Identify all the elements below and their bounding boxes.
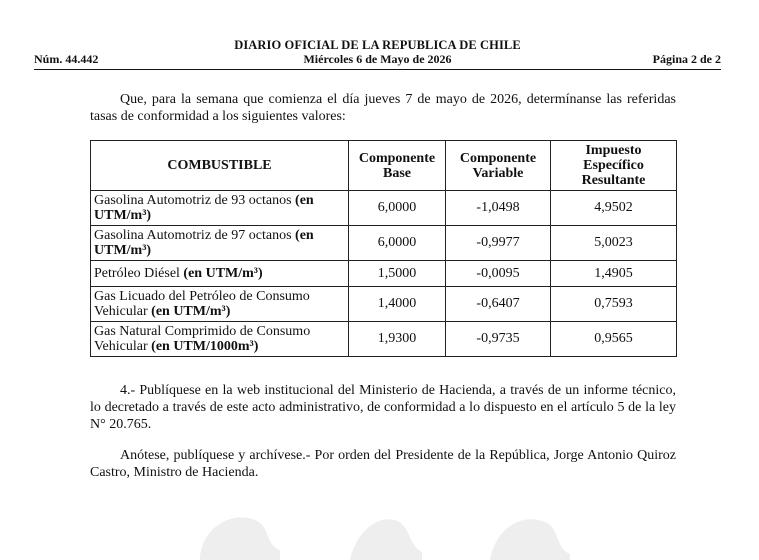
fuel-name: Gasolina Automotriz de 93 octanos	[94, 192, 292, 208]
table-row	[91, 322, 677, 357]
fuel-cell	[91, 226, 349, 261]
closing-paragraph: Anótese, publíquese y archívese.- Por orden del Presidente de la República, Jorge Antonio Quiroz Castro, Ministro de Hacienda.	[90, 448, 676, 480]
fuel-name: Petróleo Diésel	[94, 265, 180, 281]
table-row	[91, 261, 677, 287]
variable-value: -0,6407	[446, 287, 551, 322]
base-value: 6,0000	[349, 226, 446, 261]
intro-paragraph: Que, para la semana que comienza el día jueves 7 de mayo de 2026, determínanse las referidas tasas de conformidad a los siguientes valores:	[90, 92, 676, 124]
fuel-cell	[91, 322, 349, 357]
base-value: 6,0000	[349, 191, 446, 226]
fuel-unit: (en UTM/m³)	[151, 304, 231, 319]
coat-of-arms-watermark	[160, 500, 600, 560]
issue-number: Núm. 44.442	[34, 52, 99, 66]
page-number: Página 2 de 2	[652, 52, 721, 66]
header-impuesto-resultante: Impuesto Específico Resultante	[551, 141, 677, 191]
fuel-name: Gasolina Automotriz de 97 octanos	[94, 227, 292, 243]
header-combustible: COMBUSTIBLE	[91, 141, 349, 191]
result-value: 0,9565	[551, 322, 677, 357]
result-value: 1,4905	[551, 261, 677, 287]
fuel-unit: (en UTM/1000m³)	[151, 339, 259, 354]
variable-value: -0,9735	[446, 322, 551, 357]
header-componente-variable: Componente Variable	[446, 141, 551, 191]
variable-value: -1,0498	[446, 191, 551, 226]
table-row	[91, 287, 677, 322]
base-value: 1,4000	[349, 287, 446, 322]
issue-date: Miércoles 6 de Mayo de 2026	[303, 52, 452, 66]
page-header	[34, 38, 721, 72]
fuel-name: Gas Licuado del Petróleo de Consumo Vehicular	[94, 288, 310, 319]
result-value: 4,9502	[551, 191, 677, 226]
tax-rates-table	[90, 140, 677, 357]
publication-paragraph: 4.- Publíquese en la web institucional del Ministerio de Hacienda, a través de un informe técnico, lo decretado a través de este acto administrativo, de conformidad a lo dispuesto en el artículo 5 de la ley N° 20.765.	[90, 383, 676, 432]
fuel-unit: (en UTM/m³)	[183, 265, 263, 281]
result-value: 0,7593	[551, 287, 677, 322]
fuel-cell	[91, 261, 349, 287]
newspaper-title: DIARIO OFICIAL DE LA REPUBLICA DE CHILE	[234, 38, 521, 52]
result-value: 5,0023	[551, 226, 677, 261]
fuel-cell	[91, 191, 349, 226]
variable-value: -0,0095	[446, 261, 551, 287]
fuel-unit: (en UTM/m³)	[94, 192, 314, 223]
variable-value: -0,9977	[446, 226, 551, 261]
header-rule	[34, 69, 721, 70]
fuel-cell	[91, 287, 349, 322]
base-value: 1,9300	[349, 322, 446, 357]
fuel-unit: (en UTM/m³)	[94, 227, 314, 258]
table-row	[91, 226, 677, 261]
table-row	[91, 191, 677, 226]
header-componente-base: Componente Base	[349, 141, 446, 191]
base-value: 1,5000	[349, 261, 446, 287]
table-header-row	[91, 141, 677, 191]
fuel-name: Gas Natural Comprimido de Consumo Vehicular	[94, 323, 311, 354]
